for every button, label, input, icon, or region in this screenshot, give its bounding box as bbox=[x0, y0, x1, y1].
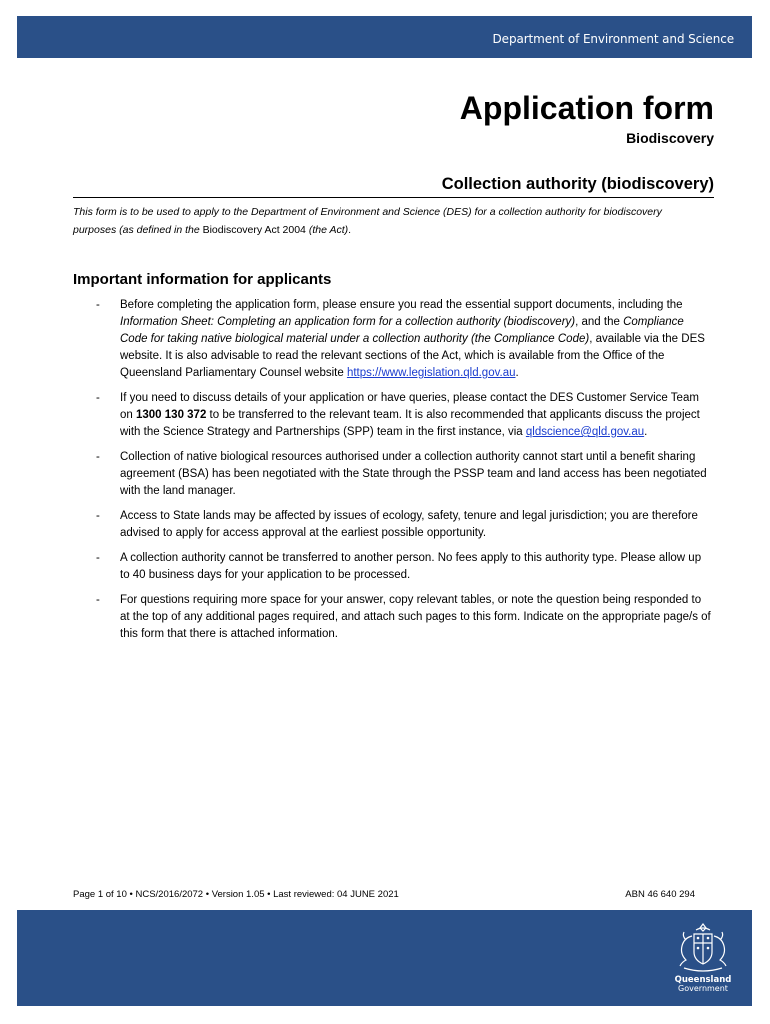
intro-period: . bbox=[348, 224, 352, 236]
list-item bbox=[73, 550, 713, 584]
intro-act-name: Biodiscovery Act 2004 bbox=[202, 224, 306, 236]
footer-band bbox=[17, 910, 752, 1006]
queensland-government-logo bbox=[672, 920, 734, 994]
list-item-text: , available via the DES website. It is also advisable to read the relevant sections of the Act, which is available from the Office of the Queensland Parliamentary Counsel website bbox=[120, 333, 705, 379]
list-item bbox=[73, 390, 713, 441]
list-item-text: . bbox=[644, 426, 648, 438]
logo-line-queensland: Queensland bbox=[674, 975, 732, 985]
bullet-dash: - bbox=[96, 594, 100, 606]
email-link[interactable]: qldscience@qld.gov.au bbox=[525, 426, 645, 438]
list-item bbox=[73, 508, 713, 542]
list-item-text: Before completing the application form, please ensure you read the essential support documents, including the bbox=[120, 299, 683, 311]
bullet-dash: - bbox=[96, 299, 100, 311]
page-title: Application form bbox=[459, 90, 714, 126]
list-item-text: Collection of native biological resources authorised under a collection authority cannot start until a benefit sharing agreement (BSA) has been negotiated with the State through the PSSP team and land access has been negotiated with the land manager. bbox=[120, 451, 707, 497]
list-item-text: . bbox=[515, 367, 519, 379]
intro-text-2: (the Act) bbox=[305, 224, 349, 236]
list-item-text: If you need to discuss details of your application or have queries, please contact the DES Customer Service Team on bbox=[120, 392, 699, 421]
list-item bbox=[73, 297, 713, 382]
list-item bbox=[73, 449, 713, 500]
footer-line bbox=[73, 889, 695, 900]
important-info-list bbox=[73, 297, 713, 651]
important-info-heading: Important information for applicants bbox=[73, 271, 332, 288]
bullet-dash: - bbox=[96, 552, 100, 564]
footer-page-info: Page 1 of 10 • NCS/2016/2072 • Version 1.05 • Last reviewed: 04 JUNE 2021 bbox=[73, 889, 399, 900]
department-name: Department of Environment and Science bbox=[492, 32, 734, 46]
section-heading: Collection authority (biodiscovery) bbox=[73, 175, 714, 198]
info-sheet-title: Information Sheet: Completing an application form for a collection authority (biodiscovery) bbox=[120, 316, 576, 328]
list-item-text: A collection authority cannot be transferred to another person. No fees apply to this authority type. Please allow up to 40 business days for your application to be processed. bbox=[120, 552, 702, 581]
logo-line-government: Government bbox=[678, 984, 728, 993]
list-item bbox=[73, 592, 713, 643]
footer-abn: ABN 46 640 294 bbox=[625, 889, 695, 900]
phone-number: 1300 130 372 bbox=[136, 409, 207, 421]
queensland-coat-of-arms-icon bbox=[672, 920, 734, 994]
compliance-code-title: Compliance Code for taking native biological material under a collection authority (the Compliance Code) bbox=[120, 316, 684, 345]
legislation-link[interactable]: https://www.legislation.qld.gov.au bbox=[346, 367, 516, 379]
intro-text-1: This form is to be used to apply to the Department of Environment and Science (DES) for a collection authority for biodiscovery purposes (as defined in the bbox=[73, 206, 662, 236]
list-item-text: Access to State lands may be affected by issues of ecology, safety, tenure and legal jurisdiction; you are therefore advised to apply for access approval at the earliest possible opportunity. bbox=[120, 510, 698, 539]
list-item-text: to be transferred to the relevant team. It is also recommended that applicants discuss the project with the Science Strategy and Partnerships (SPP) team in the first instance, via bbox=[120, 409, 700, 438]
list-item-text: , and the bbox=[575, 316, 624, 328]
bullet-dash: - bbox=[96, 451, 100, 463]
intro-paragraph bbox=[73, 203, 693, 239]
bullet-dash: - bbox=[96, 510, 100, 522]
bullet-dash: - bbox=[96, 392, 100, 404]
list-item-text: For questions requiring more space for your answer, copy relevant tables, or note the question being responded to at the top of any additional pages required, and attach such pages to this form. Indicate on the appropriate page/s of this form that there is attached information. bbox=[120, 594, 711, 640]
page-subtitle: Biodiscovery bbox=[626, 130, 714, 146]
